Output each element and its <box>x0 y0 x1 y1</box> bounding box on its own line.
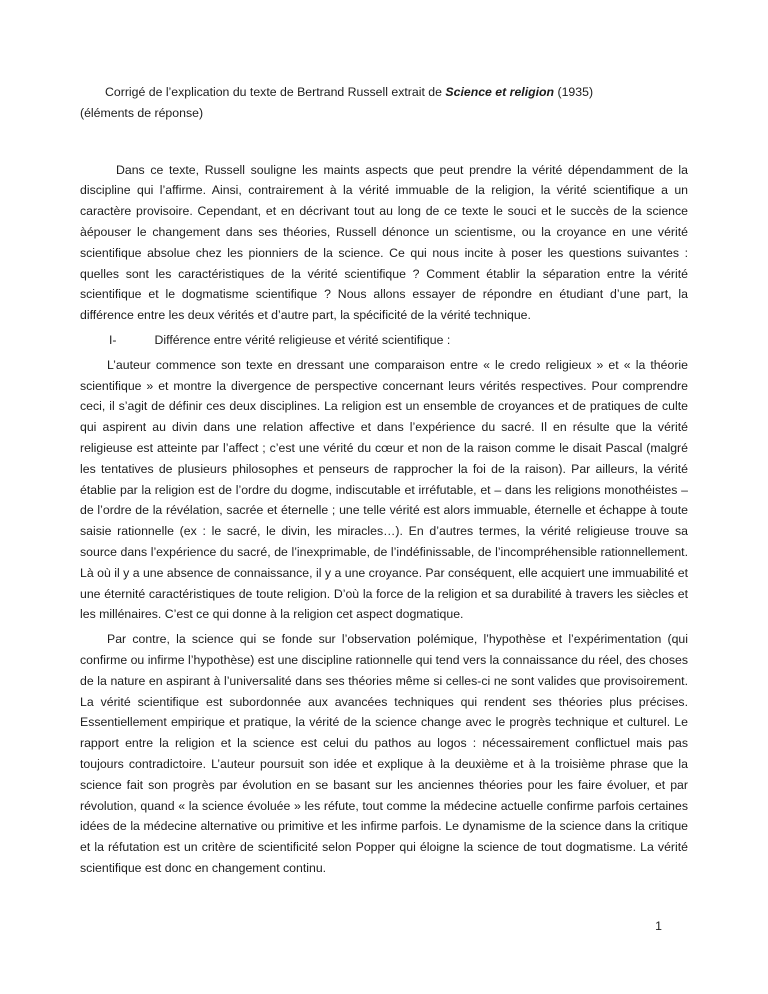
section-heading-1 <box>80 330 688 351</box>
science-paragraph: Par contre, la science qui se fonde sur l’observation polémique, l’hypothèse et l’expérimentation (qui confirme ou infirme l’hypothèse) est une discipline rationnelle qui tend vers la connaissance du réel, des choses de la nature en aspirant à l’universalité dans ses théories même si celles-ci ne sont valides que provisoirement. La vérité scientifique est subordonnée aux avancées techniques qui rendent ses théories plus précises. Essentiellement empirique et pratique, la vérité de la science change avec le progrès technique et culturel. Le rapport entre la religion et la science est celui du pathos au logos : nécessairement conflictuel mais pas toujours contradictoire. L’auteur poursuit son idée et explique à la deuxième et à la troisième phrase que la science fait son progrès par évolution en se basant sur les anciennes théories pour les faire évoluer, et par révolution, quand « la science évoluée » les réfute, tout comme la médecine actuelle confirme parfois certaines idées de la médecine alternative ou primitive et les infirme parfois. Le dynamisme de la science dans la critique et la réfutation est un critère de scientificité selon Popper qui éloigne la science de tout dogmatisme. La vérité scientifique est donc en changement continu. <box>80 632 688 875</box>
title-text: Corrigé de l’explication du texte de Bertrand Russell extrait de <box>105 85 446 99</box>
section-heading-1-numeral: I- <box>109 332 117 347</box>
intro-paragraph: Dans ce texte, Russell souligne les maints aspects que peut prendre la vérité dépendamment de la discipline qui l’affirme. Ainsi, contrairement à la vérité immuable de la religion, la vérité scientifique a un caractère provisoire. Cependant, et en décrivant tout au long de ce texte le souci et le succès de la science àépouser le changement dans ses théories, Russell dénonce un scientisme, ou la croyance en une vérité scientifique absolue chez les pionniers de la science. Ce qui nous incite à poser les questions suivantes : quelles sont les caractéristiques de la vérité scientifique ? Comment établir la séparation entre la vérité scientifique et le dogmatisme scientifique ? Nous allons essayer de répondre en étudiant d’une part, la différence entre les deux vérités et d’autre part, la spécificité de la vérité technique. <box>80 162 688 323</box>
document-title <box>80 82 688 124</box>
title-subtitle: (éléments de réponse) <box>80 105 204 120</box>
page-number: 1 <box>655 919 662 933</box>
title-year: (1935) <box>554 85 594 99</box>
section-heading-1-label: Différence entre vérité religieuse et vérité scientifique : <box>154 332 451 347</box>
religion-paragraph: L’auteur commence son texte en dressant une comparaison entre « le credo religieux » et « la théorie scientifique » et montre la divergence de perspective concernant leurs vérités respectives. Pour comprendre ceci, il s’agit de définir ces deux disciplines. La religion est un ensemble de croyances et de pratiques de culte qui aspirent au divin dans une relation affective et dans l’expérience du sacré. Il en résulte que la vérité religieuse est atteinte par l’affect ; c’est une vérité du cœur et non de la raison comme le disait Pascal (malgré les tentatives de plusieurs philosophes et penseurs de rapprocher la foi de la raison). Par ailleurs, la vérité établie par la religion est de l’ordre du dogme, indiscutable et irréfutable, et – dans les religions monothéistes – de l’ordre de la révélation, sacrée et éternelle ; une telle vérité est alors immuable, éternelle et échappe à toute saisie rationnelle (ex : le sacré, le divin, les miracles…). En d’autres termes, la vérité religieuse trouve sa source dans l’expérience du sacré, de l’inexprimable, de l’indéfinissable, de l’incompréhensible rationnellement. Là où il y a une absence de connaissance, il y a une croyance. Par conséquent, elle acquiert une immuabilité et une éternité caractéristiques de toute religion. D’où la force de la religion et sa durabilité à travers les siècles et les millénaires. C’est ce qui donne à la religion cet aspect dogmatique. <box>80 357 688 622</box>
title-work-name: Science et religion <box>445 85 555 99</box>
